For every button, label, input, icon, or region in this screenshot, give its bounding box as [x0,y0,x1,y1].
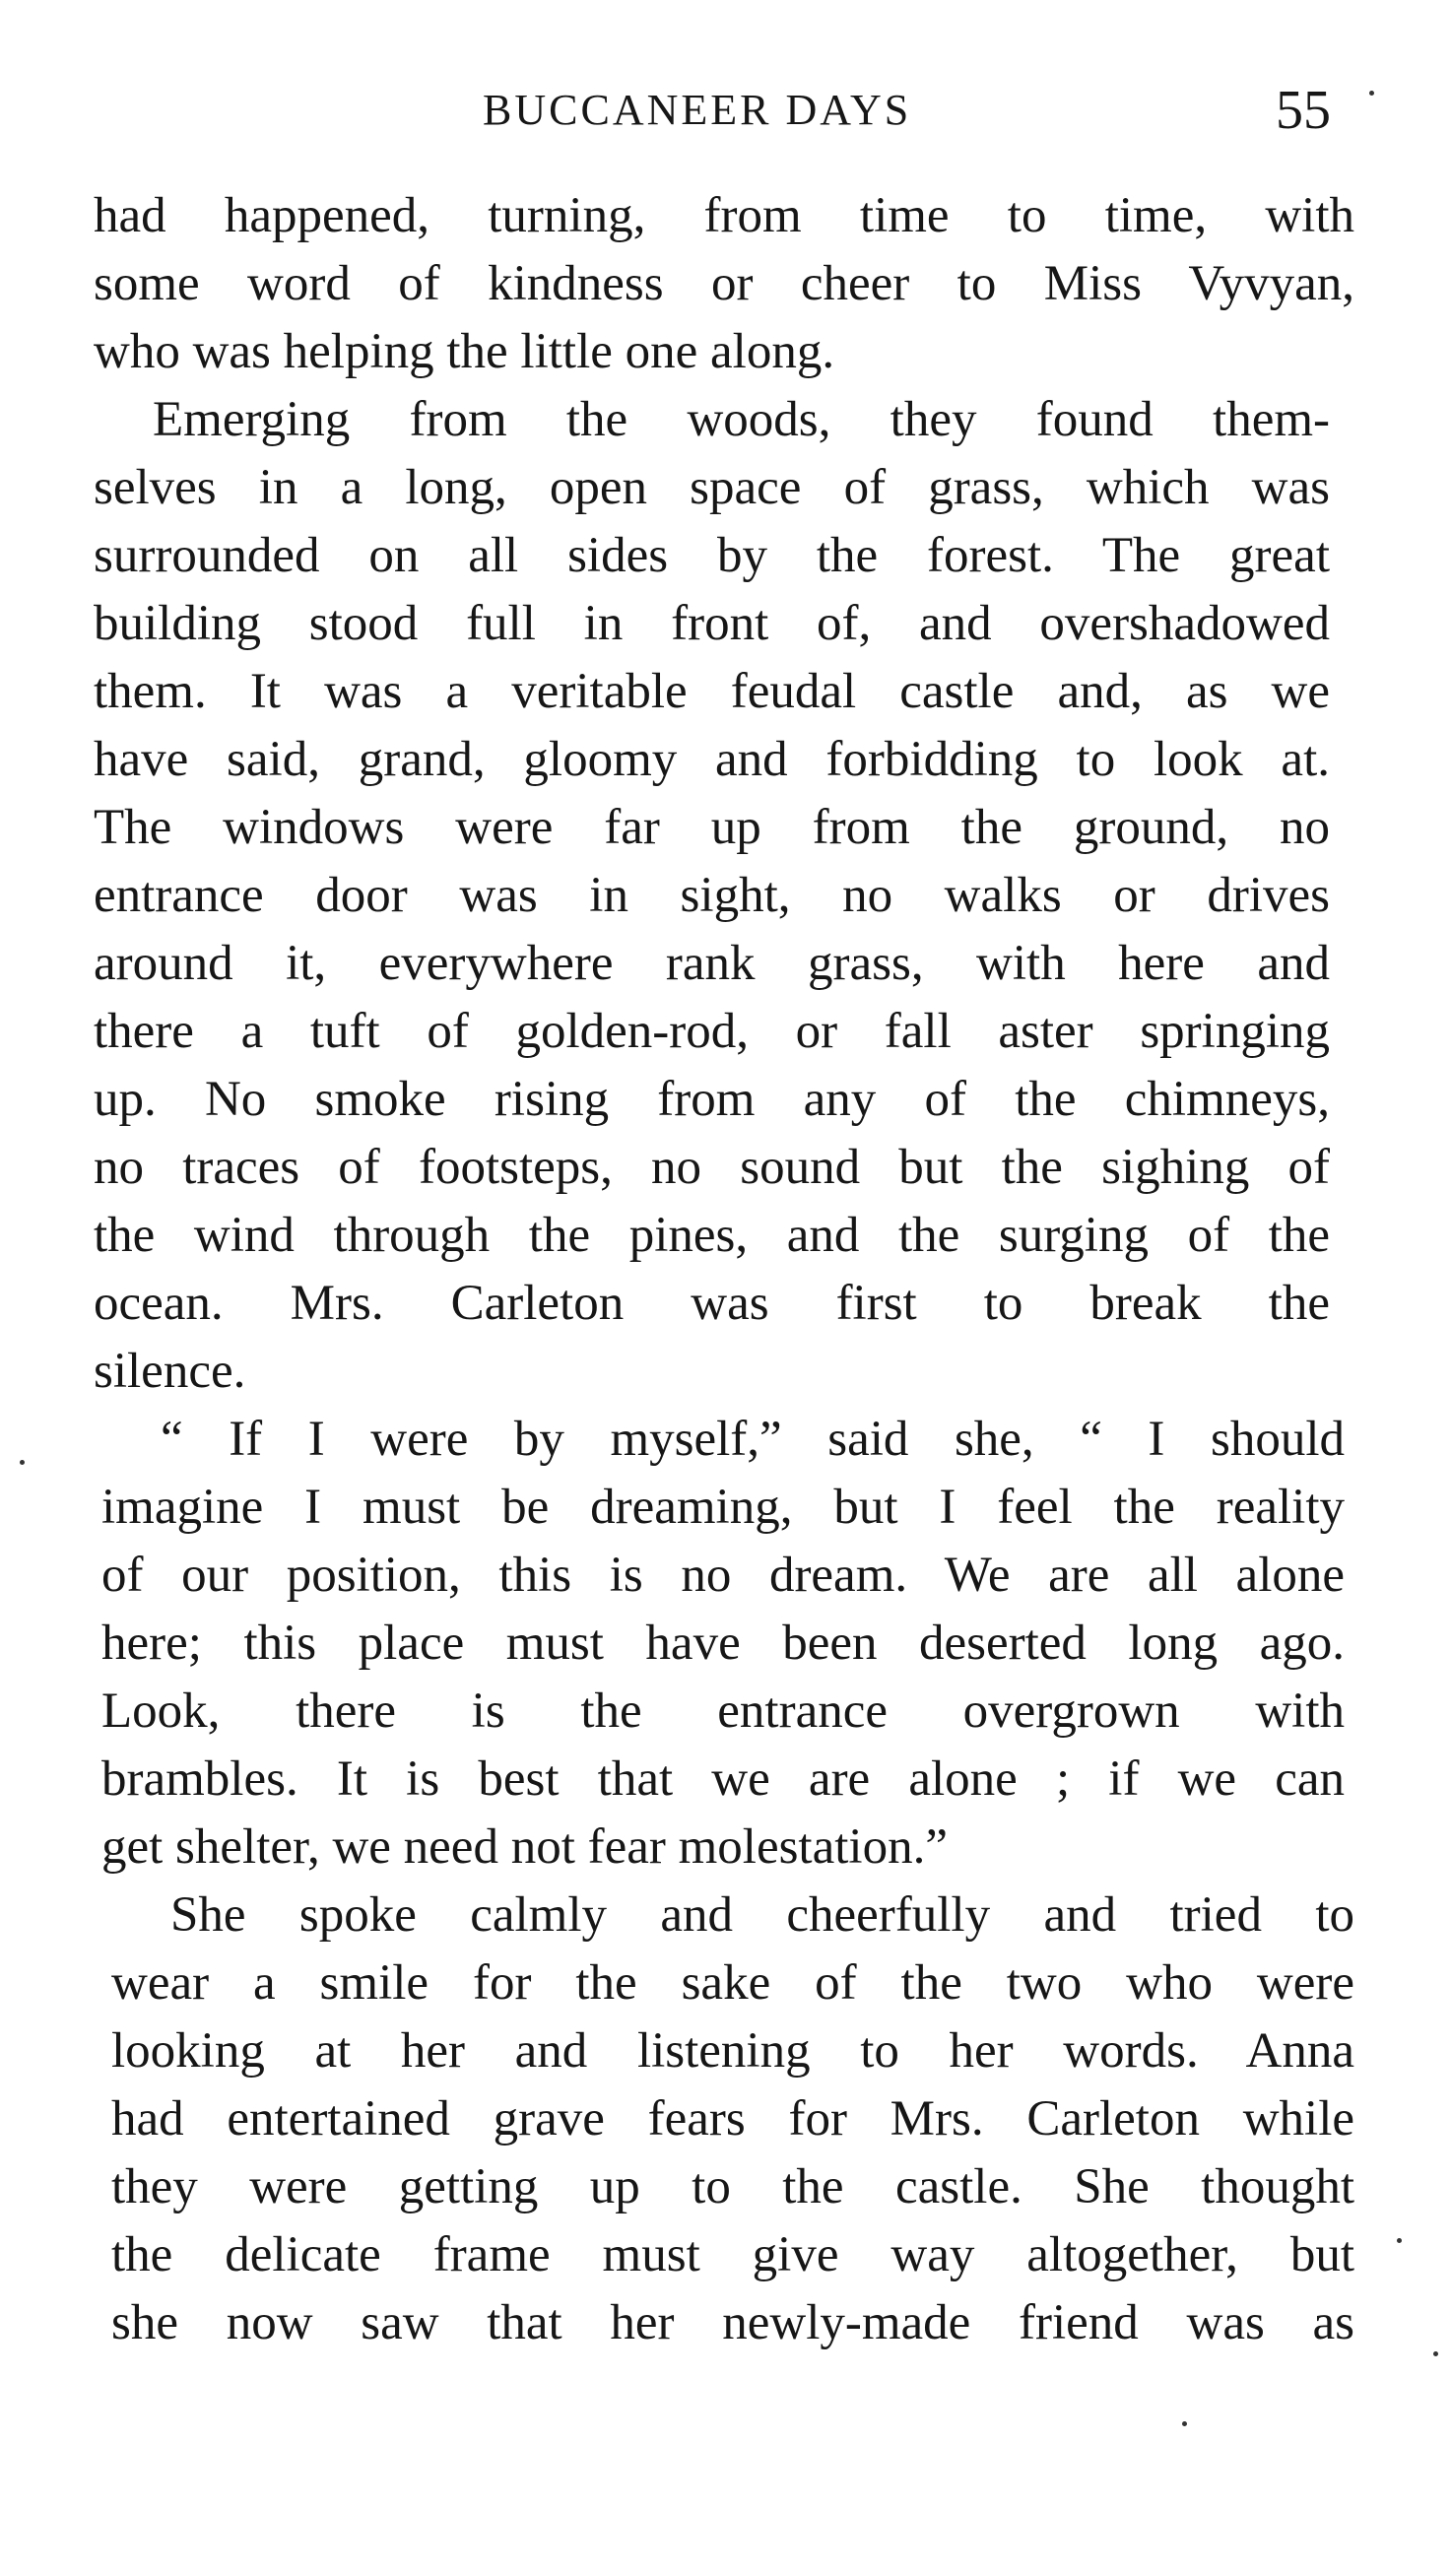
text-line: no traces of footsteps, no sound but the sighing of [94,1140,1330,1195]
print-speck [1369,91,1374,96]
text-line: here; this place must have been deserted long ago. [101,1616,1345,1671]
text-line: some word of kindness or cheer to Miss Vyvyan, [94,256,1354,311]
paragraph [111,1882,1354,2357]
running-title: BUCCANEER DAYS [483,86,912,134]
print-speck [1397,2238,1402,2243]
paragraph [94,182,1354,386]
text-line: they were getting up to the castle. She thought [111,2159,1354,2214]
running-head [94,79,1345,141]
text-line: Look, there is the entrance overgrown with [101,1684,1345,1739]
text-line: imagine I must be dreaming, but I feel the reality [101,1480,1345,1535]
text-line: surrounded on all sides by the forest. The great [94,528,1330,583]
text-line: the delicate frame must give way altogether, but [111,2227,1354,2282]
body-text [94,182,1354,2357]
text-line: them. It was a veritable feudal castle and, as we [94,664,1330,719]
text-line: Emerging from the woods, they found them- [153,392,1330,447]
text-line: the wind through the pines, and the surging of the [94,1208,1330,1263]
text-line: she now saw that her newly-made friend was as [111,2295,1354,2350]
text-line: have said, grand, gloomy and forbidding to look at. [94,732,1330,787]
print-speck [1433,2351,1438,2356]
page-number: 55 [1276,80,1331,141]
text-line: The windows were far up from the ground, no [94,800,1330,855]
text-line: of our position, this is no dream. We are all alone [101,1548,1345,1603]
paragraph [101,1406,1345,1882]
text-line: wear a smile for the sake of the two who were [111,1955,1354,2011]
text-line: building stood full in front of, and overshadowed [94,596,1330,651]
text-line: ocean. Mrs. Carleton was first to break the [94,1276,1330,1331]
paragraph [94,386,1330,1406]
text-line: around it, everywhere rank grass, with here and [94,936,1330,991]
text-line: who was helping the little one along. [94,324,835,379]
text-line: had happened, turning, from time to time, with [94,188,1354,243]
text-line: get shelter, we need not fear molestation.” [101,1819,948,1875]
print-speck [20,1460,25,1465]
print-speck [1182,2421,1187,2426]
text-line: there a tuft of golden-rod, or fall aster springing [94,1004,1330,1059]
text-line: brambles. It is best that we are alone ; if we can [101,1751,1345,1807]
text-line: entrance door was in sight, no walks or drives [94,868,1330,923]
text-line: looking at her and listening to her words. Anna [111,2023,1354,2079]
text-line: had entertained grave fears for Mrs. Carleton while [111,2091,1354,2147]
text-line: silence. [94,1344,246,1399]
text-line: selves in a long, open space of grass, which was [94,460,1330,515]
text-line: She spoke calmly and cheerfully and tried to [170,1887,1354,1943]
text-line: up. No smoke rising from any of the chimneys, [94,1072,1330,1127]
text-line: “ If I were by myself,” said she, “ I should [161,1412,1345,1467]
